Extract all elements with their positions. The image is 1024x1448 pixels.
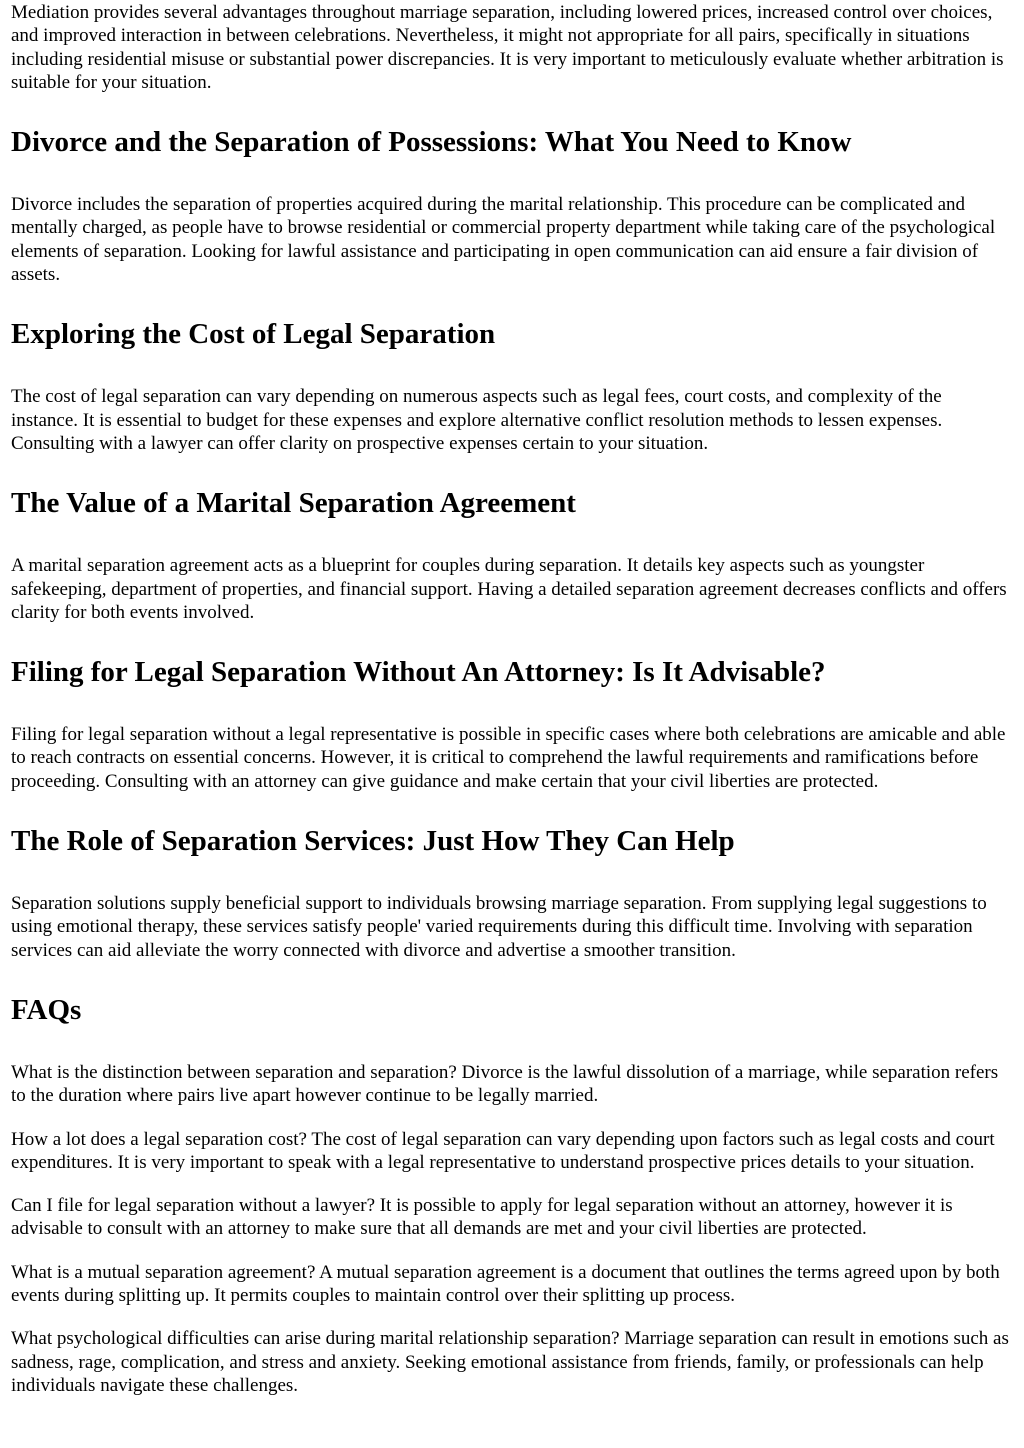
faq-item: What is a mutual separation agreement? A mutual separation agreement is a document that outlines the terms agreed upon by both events during splitting up. It permits couples to maintain control over their splitting up process. bbox=[11, 1261, 1000, 1307]
section-paragraph: Divorce includes the separation of properties acquired during the marital relationship. This procedure can be complicated and mentally charged, as people have to browse residential or commercial property department while taking care of the psychological elements of separation. Looking for lawful assistance and participating in open communication can aid ensure a fair division of assets. bbox=[11, 194, 996, 286]
section-cost-of-legal-separation bbox=[11, 317, 1013, 455]
faq-item: What psychological difficulties can arise during marital relationship separation? Marriage separation can result in emotions such as sadness, rage, complication, and stress and anxiety. Seeking emotional assistance from friends, family, or professionals can help individuals navigate these challenges. bbox=[11, 1328, 1009, 1396]
faq-section bbox=[11, 993, 1013, 1397]
section-filing-without-attorney bbox=[11, 655, 1013, 793]
faq-item: How a lot does a legal separation cost? The cost of legal separation can vary depending upon factors such as legal costs and court expenditures. It is very important to speak with a legal representative to understand prospective prices details to your situation. bbox=[11, 1128, 995, 1173]
faq-item: Can I file for legal separation without a lawyer? It is possible to apply for legal separation without an attorney, however it is advisable to consult with an attorney to make sure that all demands are met and your civil liberties are protected. bbox=[11, 1195, 953, 1240]
section-heading: Filing for Legal Separation Without An Attorney: Is It Advisable? bbox=[11, 656, 826, 689]
section-separation-agreement bbox=[11, 486, 1013, 624]
intro-paragraph: Mediation provides several advantages throughout marriage separation, including lowered prices, increased control over choices, and improved interaction in between celebrations. Nevertheless, it might not appropriate for all pairs, specifically in situations including residential misuse or substantial power discrepancies. It is very important to meticulously evaluate whether arbitration is suitable for your situation. bbox=[11, 2, 1004, 93]
section-paragraph: Filing for legal separation without a legal representative is possible in specific cases where both celebrations are amicable and able to reach contracts on essential concerns. However, it is critical to comprehend the lawful requirements and ramifications before proceeding. Consulting with an attorney can give guidance and make certain that your civil liberties are protected. bbox=[11, 724, 1006, 792]
section-heading: The Value of a Marital Separation Agreement bbox=[11, 487, 576, 520]
faq-heading: FAQs bbox=[11, 993, 82, 1026]
section-paragraph: The cost of legal separation can vary depending on numerous aspects such as legal fees, court costs, and complexity of the instance. It is essential to budget for these expenses and explore alternative conflict resolution methods to lessen expenses. Consulting with a lawyer can offer clarity on prospective expenses certain to your situation. bbox=[11, 386, 943, 454]
section-separation-services bbox=[11, 824, 1013, 962]
section-heading: Exploring the Cost of Legal Separation bbox=[11, 318, 496, 351]
section-heading: Divorce and the Separation of Possessions: What You Need to Know bbox=[11, 126, 852, 159]
section-heading: The Role of Separation Services: Just How They Can Help bbox=[11, 825, 735, 858]
section-asset-division bbox=[11, 125, 1013, 286]
faq-item: What is the distinction between separation and separation? Divorce is the lawful dissolution of a marriage, while separation refers to the duration where pairs live apart however continue to be legally married. bbox=[11, 1061, 999, 1107]
section-paragraph: A marital separation agreement acts as a blueprint for couples during separation. It details key aspects such as youngster safekeeping, department of properties, and financial support. Having a detailed separation agreement decreases conflicts and offers clarity for both events involved. bbox=[11, 555, 1007, 623]
section-paragraph: Separation solutions supply beneficial support to individuals browsing marriage separation. From supplying legal suggestions to using emotional therapy, these services satisfy people' varied requirements during this difficult time. Involving with separation services can aid alleviate the worry connected with divorce and advertise a smoother transition. bbox=[11, 893, 987, 961]
